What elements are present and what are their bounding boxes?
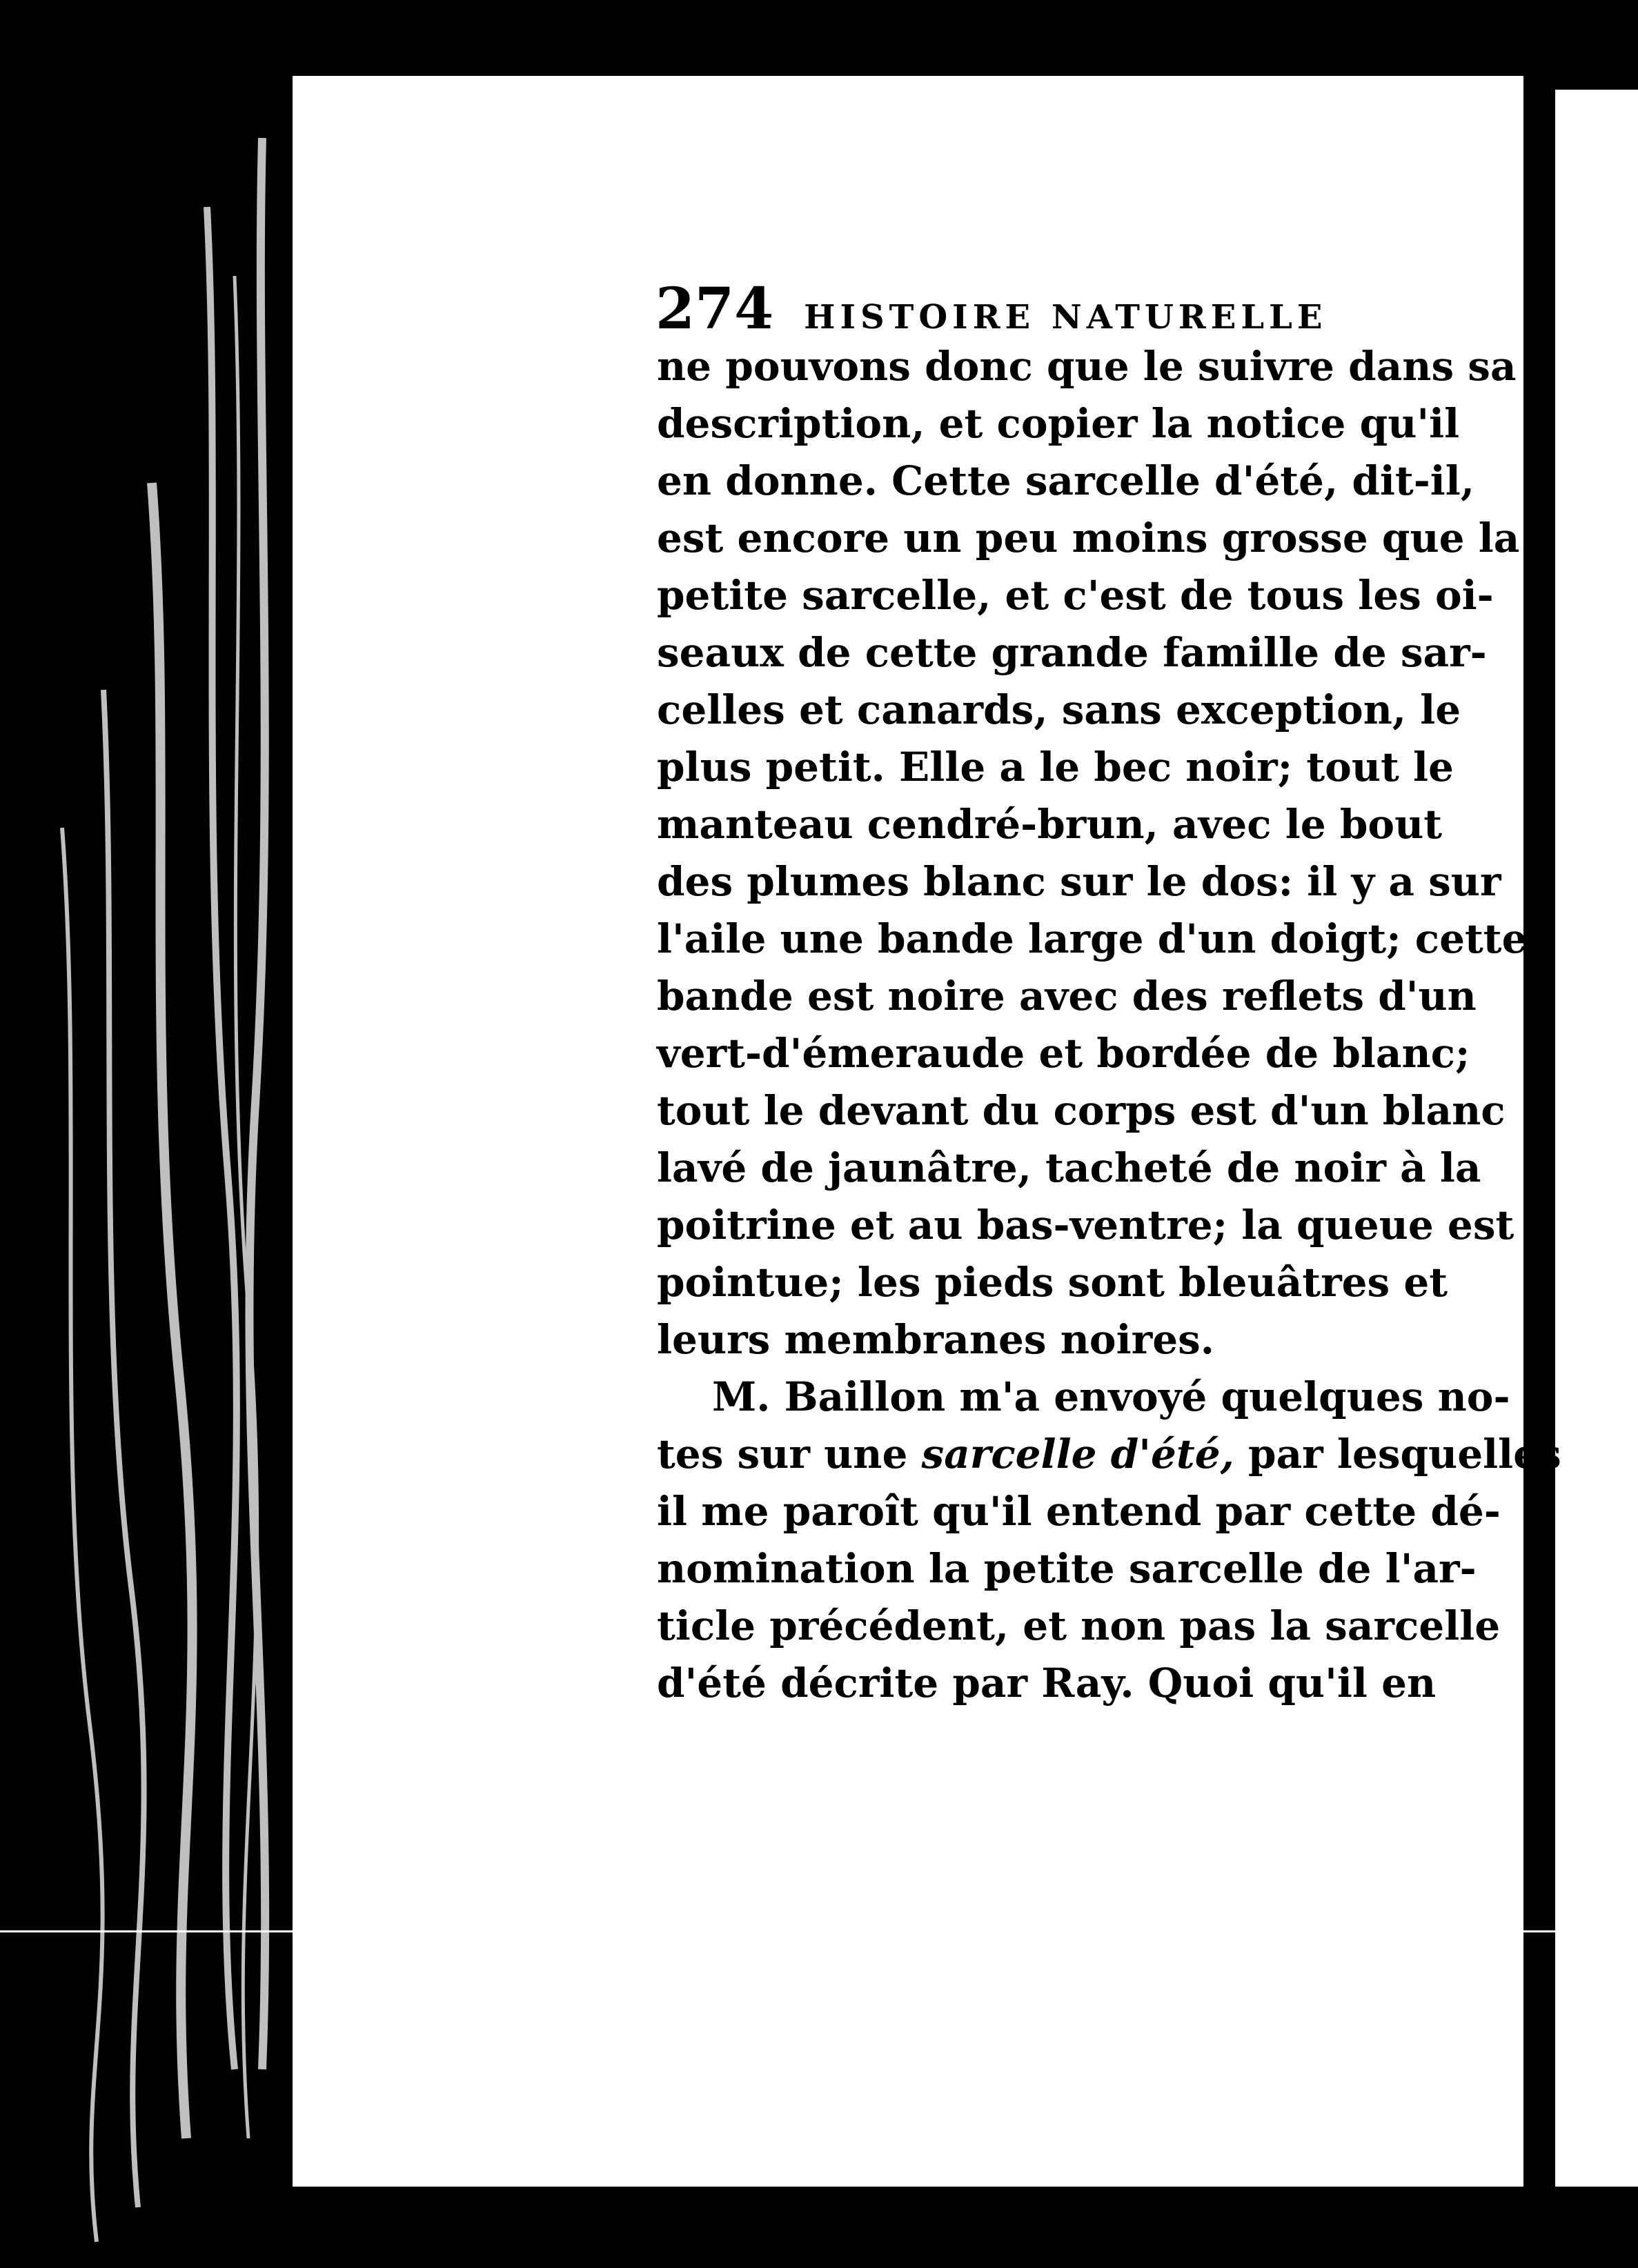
- text-line: manteau cendré-brun, avec le bout: [657, 801, 1443, 848]
- paragraph-start-line: M. Baillon m'a envoyé quelques no-: [712, 1373, 1510, 1420]
- text-line: bande est noire avec des reflets d'un: [657, 973, 1477, 1019]
- text-line: en donne. Cette sarcelle d'été, dit-il,: [657, 457, 1475, 504]
- text-line: ne pouvons donc que le suivre dans sa: [657, 343, 1517, 390]
- body-text: [657, 338, 1561, 1712]
- text-line: lavé de jaunâtre, tacheté de noir à la: [657, 1144, 1481, 1191]
- running-title: HISTOIRE NATURELLE: [804, 298, 1328, 337]
- italic-term: sarcelle d'été,: [921, 1431, 1234, 1478]
- text-line: celles et canards, sans exception, le: [657, 686, 1461, 733]
- text-line: vert-d'émeraude et bordée de blanc;: [657, 1030, 1470, 1077]
- text-line: pointue; les pieds sont bleuâtres et: [657, 1259, 1448, 1306]
- running-head: [655, 276, 1421, 342]
- text-line: nomination la petite sarcelle de l'ar-: [657, 1545, 1477, 1592]
- text-line: plus petit. Elle a le bec noir; tout le: [657, 744, 1454, 790]
- text-line: seaux de cette grande famille de sar-: [657, 629, 1487, 676]
- text-span: par lesquelles: [1234, 1431, 1561, 1478]
- text-line: leurs membranes noires.: [657, 1316, 1214, 1363]
- text-line: tout le devant du corps est d'un blanc: [657, 1087, 1506, 1134]
- text-line: des plumes blanc sur le dos: il y a sur: [657, 858, 1501, 905]
- text-line-with-italic: [657, 1426, 1561, 1483]
- text-line: description, et copier la notice qu'il: [657, 400, 1460, 447]
- text-line: petite sarcelle, et c'est de tous les oi-: [657, 572, 1494, 619]
- text-line: ticle précédent, et non pas la sarcelle: [657, 1602, 1501, 1649]
- text-line: il me paroît qu'il entend par cette dé-: [657, 1488, 1501, 1535]
- text-line: l'aile une bande large d'un doigt; cette: [657, 915, 1528, 962]
- text-line: d'été décrite par Ray. Quoi qu'il en: [657, 1660, 1437, 1707]
- text-span: tes sur une: [657, 1431, 922, 1478]
- text-line: poitrine et au bas-ventre; la queue est: [657, 1202, 1514, 1249]
- text-line: est encore un peu moins grosse que la: [657, 515, 1520, 561]
- page-number: 274: [655, 276, 774, 342]
- facing-page-edge: [1555, 90, 1638, 2187]
